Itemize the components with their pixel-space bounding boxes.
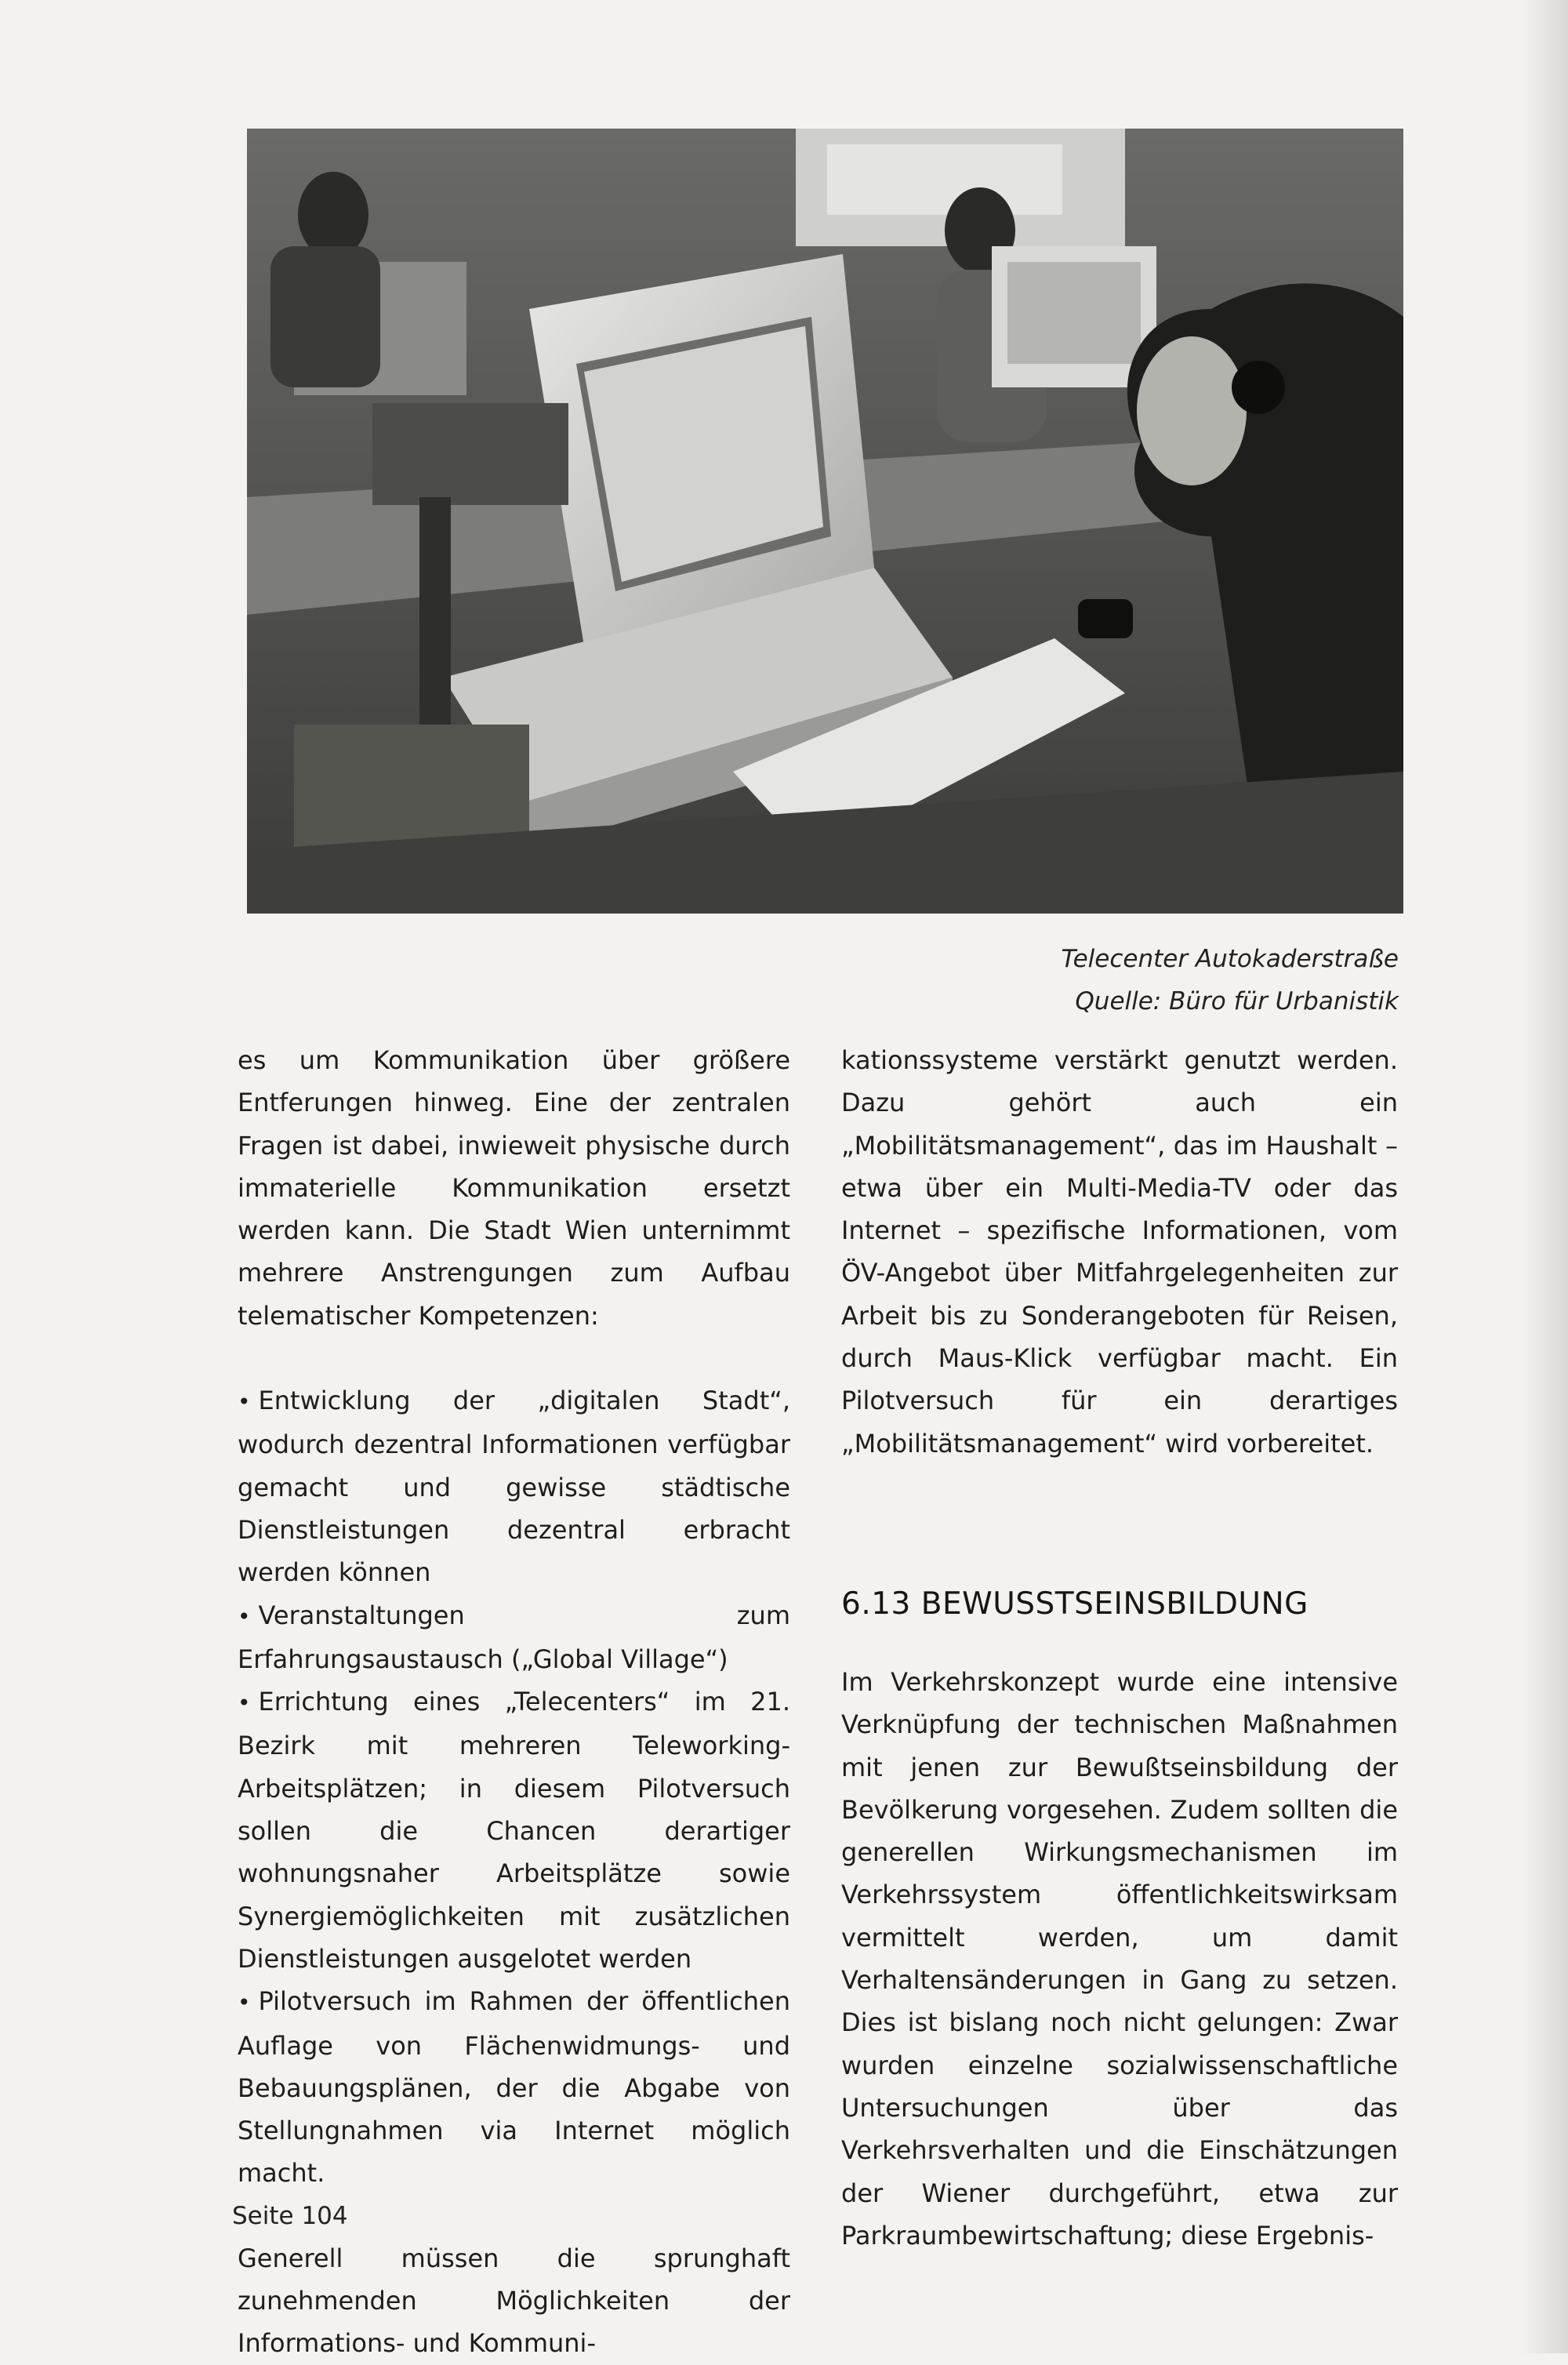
bullet-icon: • — [238, 1989, 251, 2016]
left-column — [238, 1039, 790, 2365]
bullet-item — [238, 1379, 790, 1593]
caption-source: Quelle: Büro für Urbanistik — [1075, 987, 1399, 1015]
bullet-icon: • — [238, 1603, 251, 1629]
caption-title: Telecenter Autokaderstraße — [1061, 945, 1399, 973]
section-paragraph: Im Verkehrskonzept wurde eine intensive Verknüpfung der technischen Maßnahmen mit jenen zur Bewußtseinsbildung der Bevölkerung vorgesehen. Zudem sollten die generellen Wirkungsmechanismen im Verkehrssystem öffentlichkeitswirksam vermittelt werden, um damit Verhaltensänderungen in Gang zu setzen. Dies ist bislang noch nicht gelungen: Zwar wurden einzelne sozialwissenschaftliche Untersuchungen über das Verkehrsverhalten und die Einschätzungen der Wiener durchgeführt, etwa zur Parkraumbewirtschaftung; diese Ergebnis- — [841, 1666, 1398, 2251]
page-number: Seite 104 — [232, 2202, 348, 2230]
page-edge-shadow — [1521, 0, 1568, 2353]
continuation-paragraph: kationssysteme verstärkt genutzt werden. Dazu gehört auch ein „Mobilitätsmanagement“, das im Haushalt – etwa über ein Multi-Media-TV oder das Internet – spezifische Informationen, vom ÖV-Angebot über Mitfahrgelegenheiten zur Arbeit bis zu Sonderangeboten für Reisen, durch Maus-Klick verfügbar macht. Ein Pilotversuch für ein derartiges „Mobilitätsmanagement“ wird vorbereitet. — [841, 1045, 1398, 1459]
bullet-item — [238, 1594, 790, 1681]
right-column — [841, 1039, 1398, 2257]
telecenter-photo-drawing — [247, 129, 1403, 914]
section-gap — [841, 1465, 1398, 1582]
bullet-icon: • — [238, 1690, 251, 1717]
bullet-text: Pilotversuch im Rahmen der öffentlichen Auflage von Flächenwidmungs- und Bebauungsplänen, der die Abgabe von Stellungnahmen via Internet möglich macht. — [238, 1986, 790, 2189]
bullet-item — [238, 1980, 790, 2194]
heading-gap — [841, 1626, 1398, 1661]
telematics-bullet-list — [238, 1379, 790, 2195]
section-heading: 6.13 BEWUSSTSEINSBILDUNG — [841, 1586, 1308, 1622]
telecenter-photo — [247, 129, 1403, 914]
bullet-text: Errichtung eines „Telecenters“ im 21. Bezirk mit mehreren Teleworking-Arbeitsplätzen; in diesem Pilotversuch sollen die Chancen derartiger wohnungsnaher Arbeitsplätze sowie Synergiemöglichkeiten mit zusätzlichen Dienstleistungen ausgelotet werden — [238, 1687, 790, 1974]
bullet-icon: • — [238, 1389, 251, 1415]
bullet-text: Entwicklung der „digitalen Stadt“, wodurch dezentral Informationen verfügbar gemacht und gewisse städtische Dienstleistungen dezentral erbracht werden können — [238, 1386, 790, 1588]
closing-paragraph: Generell müssen die sprunghaft zunehmenden Möglichkeiten der Informations- und Kommuni- — [238, 2243, 790, 2359]
intro-paragraph: es um Kommunikation über größere Entferungen hinweg. Eine der zentralen Fragen ist dabei, inwieweit physische durch immaterielle Kommunikation ersetzt werden kann. Die Stadt Wien unternimmt mehrere Anstrengungen zum Aufbau telematischer Kompetenzen: — [238, 1045, 790, 1331]
paragraph-gap — [238, 1337, 790, 1379]
photo-caption — [1061, 938, 1399, 1023]
bullet-text: Veranstaltungen zum Erfahrungsaustausch („Global Village“) — [238, 1600, 790, 1674]
bullet-item — [238, 1680, 790, 1980]
